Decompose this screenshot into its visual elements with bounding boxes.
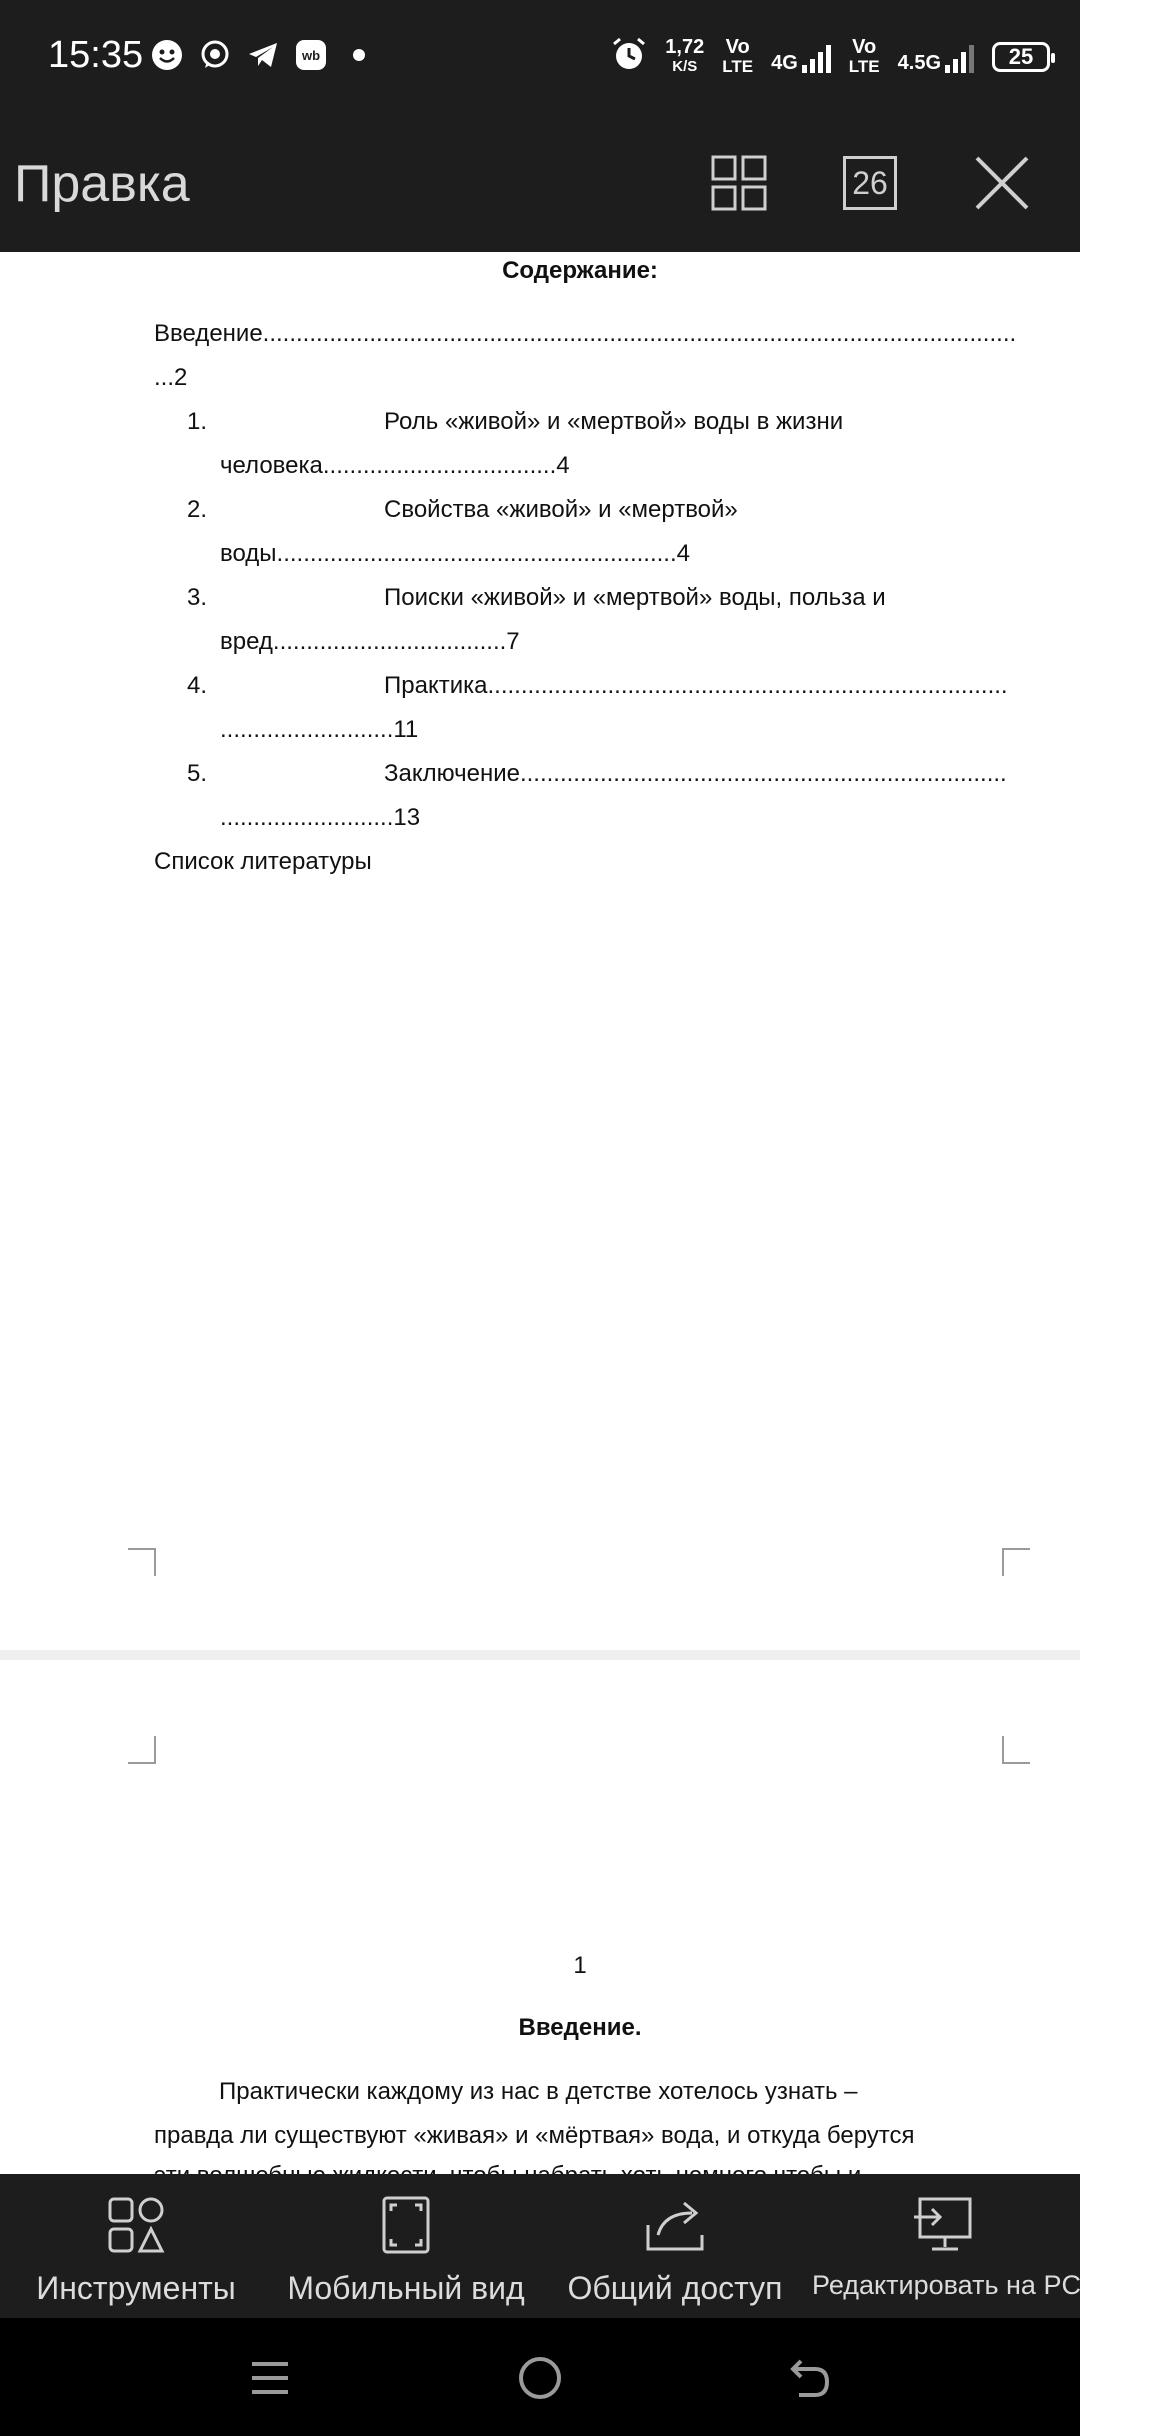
toc-item-page: вред...................................7 — [220, 628, 520, 655]
toc-item-number: 3. — [187, 584, 208, 611]
toc-item-number: 5. — [187, 760, 208, 787]
share-icon — [560, 2194, 790, 2256]
volte-2: Vo LTE — [848, 36, 880, 76]
bottom-toolbar — [0, 2174, 1080, 2318]
back-nav-button[interactable] — [780, 2348, 840, 2408]
edit-on-pc-icon — [812, 2194, 1074, 2256]
signal-sim2: 4.5G — [898, 41, 974, 73]
status-time: 15:35 — [48, 34, 144, 76]
wb-icon — [294, 38, 328, 72]
toc-references: Список литературы — [154, 848, 372, 875]
grid-icon — [710, 154, 768, 212]
home-nav-button[interactable] — [510, 2348, 570, 2408]
page-corner-mark — [128, 1548, 156, 1576]
tools-button[interactable]: Инструменты — [18, 2194, 254, 2314]
document-view[interactable] — [0, 252, 1080, 2174]
toc-item-text: Роль «живой» и «мертвой» воды в жизни — [384, 408, 844, 435]
toc-item-page: воды............................................................4 — [220, 540, 690, 567]
smiley-icon — [150, 38, 184, 72]
toc-item-text: Поиски «живой» и «мертвой» воды, польза и — [384, 584, 886, 611]
page-separator — [0, 1650, 1080, 1660]
system-nav-bar — [0, 2318, 1080, 2436]
status-indicators — [611, 36, 1050, 78]
signal-sim1: 4G — [771, 41, 831, 73]
home-icon — [516, 2354, 564, 2402]
page-number: 1 — [573, 1952, 587, 1979]
menu-icon — [248, 2356, 292, 2400]
net-speed: 1,72 K/S — [665, 36, 705, 75]
pages-count: 26 — [843, 156, 897, 210]
toc-item-page: ..........................13 — [220, 804, 421, 831]
pages-count-button[interactable] — [835, 148, 905, 218]
toc-item-number: 4. — [187, 672, 208, 699]
svg-text:wb: wb — [301, 48, 321, 63]
toc-title: Содержание: — [502, 257, 658, 284]
mobile-view-icon — [276, 2194, 536, 2256]
whatsapp-icon — [198, 38, 232, 72]
signal-bars-icon — [802, 41, 831, 73]
menu-nav-button[interactable] — [240, 2348, 300, 2408]
toc-item-text: Свойства «живой» и «мертвой» — [384, 496, 738, 523]
notification-icons — [150, 38, 376, 72]
share-button[interactable]: Общий доступ — [560, 2194, 790, 2314]
toc-intro-line: Введение................................................................................................................. — [154, 320, 1017, 347]
app-bar — [0, 118, 1080, 252]
close-button[interactable] — [967, 148, 1037, 218]
battery-icon: 25 — [992, 42, 1050, 72]
grid-view-button[interactable] — [704, 148, 774, 218]
page-corner-mark — [1002, 1548, 1030, 1576]
mobile-view-button[interactable]: Мобильный вид — [276, 2194, 536, 2314]
intro-heading: Введение. — [518, 2014, 642, 2041]
toc-item-page: ..........................11 — [220, 716, 419, 743]
volte-1: Vo LTE — [722, 36, 754, 76]
page-corner-mark — [1002, 1736, 1030, 1764]
toc-intro-page: ...2 — [154, 364, 188, 391]
telegram-icon — [246, 38, 280, 72]
tools-icon — [18, 2194, 254, 2256]
toc-item-number: 2. — [187, 496, 208, 523]
toc-item-text: Заключение......................................................................... — [384, 760, 1007, 787]
back-icon — [787, 2355, 833, 2401]
paragraph-line: правда ли существуют «живая» и «мёртвая» вода, и откуда берутся — [154, 2122, 915, 2149]
toc-item-page: человека...................................4 — [220, 452, 570, 479]
close-icon — [973, 154, 1031, 212]
status-bar — [0, 0, 1080, 118]
edit-on-pc-button[interactable]: Редактировать на PC — [812, 2194, 1074, 2314]
app-title[interactable]: Правка — [14, 155, 190, 213]
paragraph-line: Практически каждому из нас в детстве хотелось узнать – — [219, 2078, 858, 2105]
page-corner-mark — [128, 1736, 156, 1764]
toc-item-number: 1. — [187, 408, 208, 435]
signal-bars-icon — [945, 41, 974, 73]
dot-icon — [342, 38, 376, 72]
alarm-icon — [611, 36, 647, 78]
toc-item-text: Практика.............................................................................. — [384, 672, 1008, 699]
